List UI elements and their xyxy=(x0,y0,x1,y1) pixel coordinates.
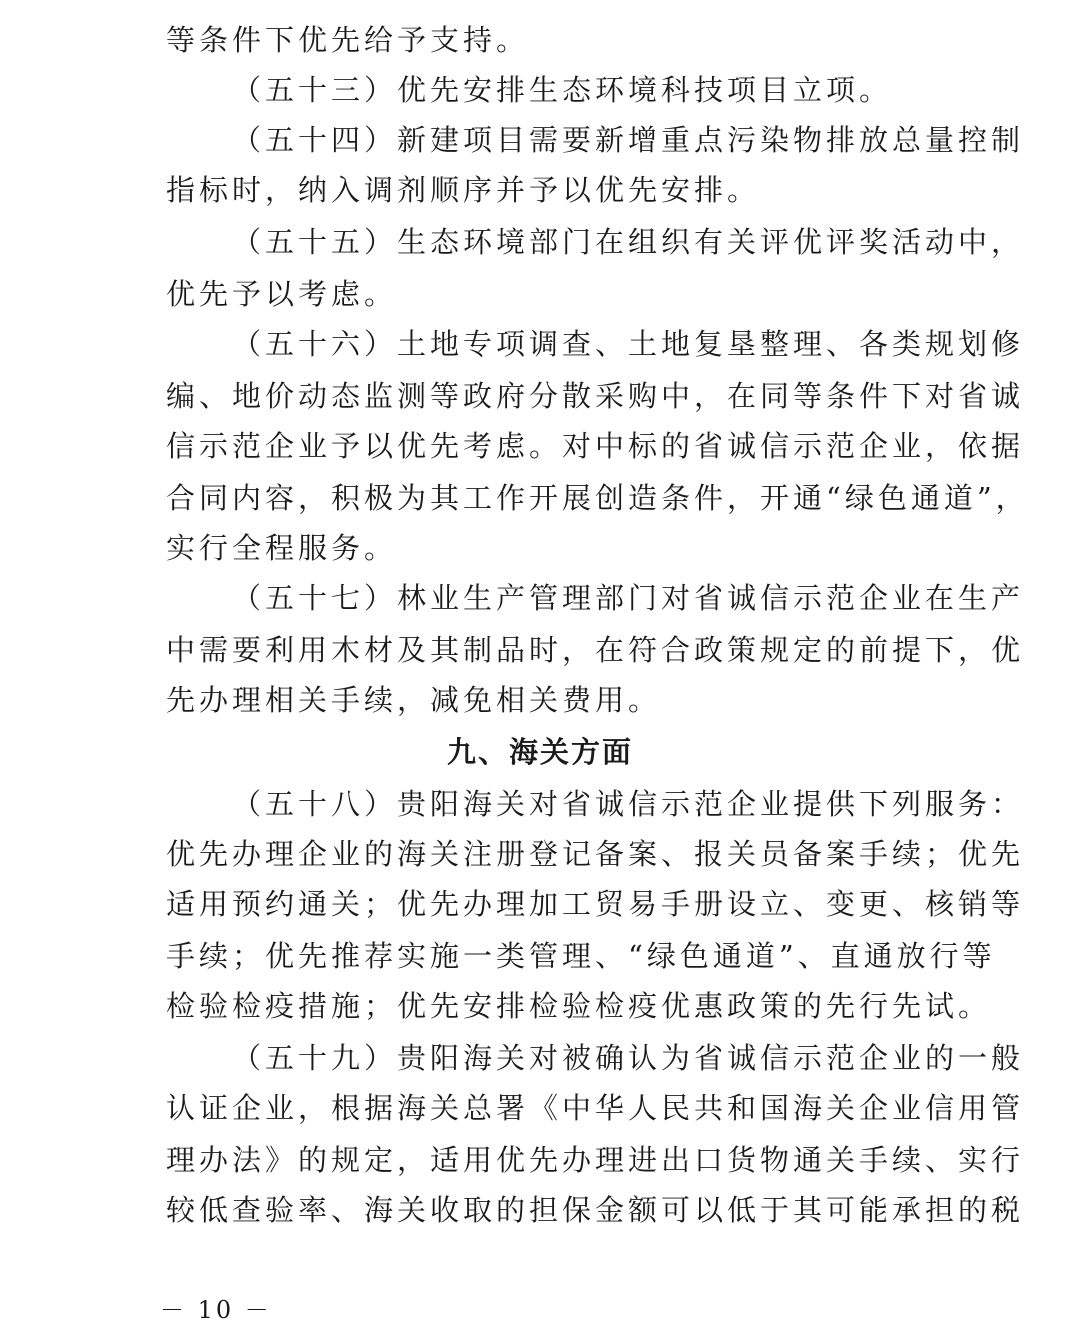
text-line: 合同内容，积极为其工作开展创造条件，开通“绿色通道”， xyxy=(166,481,1029,515)
text-line: 检验检疫措施；优先安排检验检疫优惠政策的先行先试。 xyxy=(166,989,992,1023)
text-line: 优先办理企业的海关注册登记备案、报关员备案手续；优先 xyxy=(166,837,1025,871)
text-line: 中需要利用木材及其制品时，在符合政策规定的前提下，优 xyxy=(166,633,1025,667)
clause-55: （五十五）生态环境部门在组织有关评优评奖活动中， xyxy=(232,225,1025,259)
text-line: 较低查验率、海关收取的担保金额可以低于其可能承担的税 xyxy=(166,1193,1025,1227)
clause-53: （五十三）优先安排生态环境科技项目立项。 xyxy=(232,73,893,107)
text-line: 理办法》的规定，适用优先办理进出口货物通关手续、实行 xyxy=(166,1143,1025,1177)
text-line: 先办理相关手续，减免相关费用。 xyxy=(166,683,662,717)
clause-56: （五十六）土地专项调查、土地复垦整理、各类规划修 xyxy=(232,327,1025,361)
clause-58: （五十八）贵阳海关对省诚信示范企业提供下列服务： xyxy=(232,787,1025,821)
page-number: － 10 － xyxy=(160,1296,272,1324)
text-line: 编、地价动态监测等政府分散采购中，在同等条件下对省诚 xyxy=(166,379,1025,413)
text-line: 指标时，纳入调剂顺序并予以优先安排。 xyxy=(166,173,761,207)
clause-59: （五十九）贵阳海关对被确认为省诚信示范企业的一般 xyxy=(232,1041,1025,1075)
text-line: 认证企业，根据海关总署《中华人民共和国海关企业信用管 xyxy=(166,1091,1025,1125)
text-line: 实行全程服务。 xyxy=(166,531,398,565)
text-line: 适用预约通关；优先办理加工贸易手册设立、变更、核销等 xyxy=(166,887,1025,921)
section-heading: 九、海关方面 xyxy=(446,735,633,769)
text-line: 信示范企业予以优先考虑。对中标的省诚信示范企业，依据 xyxy=(166,429,1025,463)
clause-54: （五十四）新建项目需要新增重点污染物排放总量控制 xyxy=(232,123,1025,157)
clause-57: （五十七）林业生产管理部门对省诚信示范企业在生产 xyxy=(232,581,1025,615)
text-line: 等条件下优先给予支持。 xyxy=(166,23,530,57)
text-line: 优先予以考虑。 xyxy=(166,277,398,311)
text-line: 手续；优先推荐实施一类管理、“绿色通道”、直通放行等 xyxy=(166,939,996,973)
